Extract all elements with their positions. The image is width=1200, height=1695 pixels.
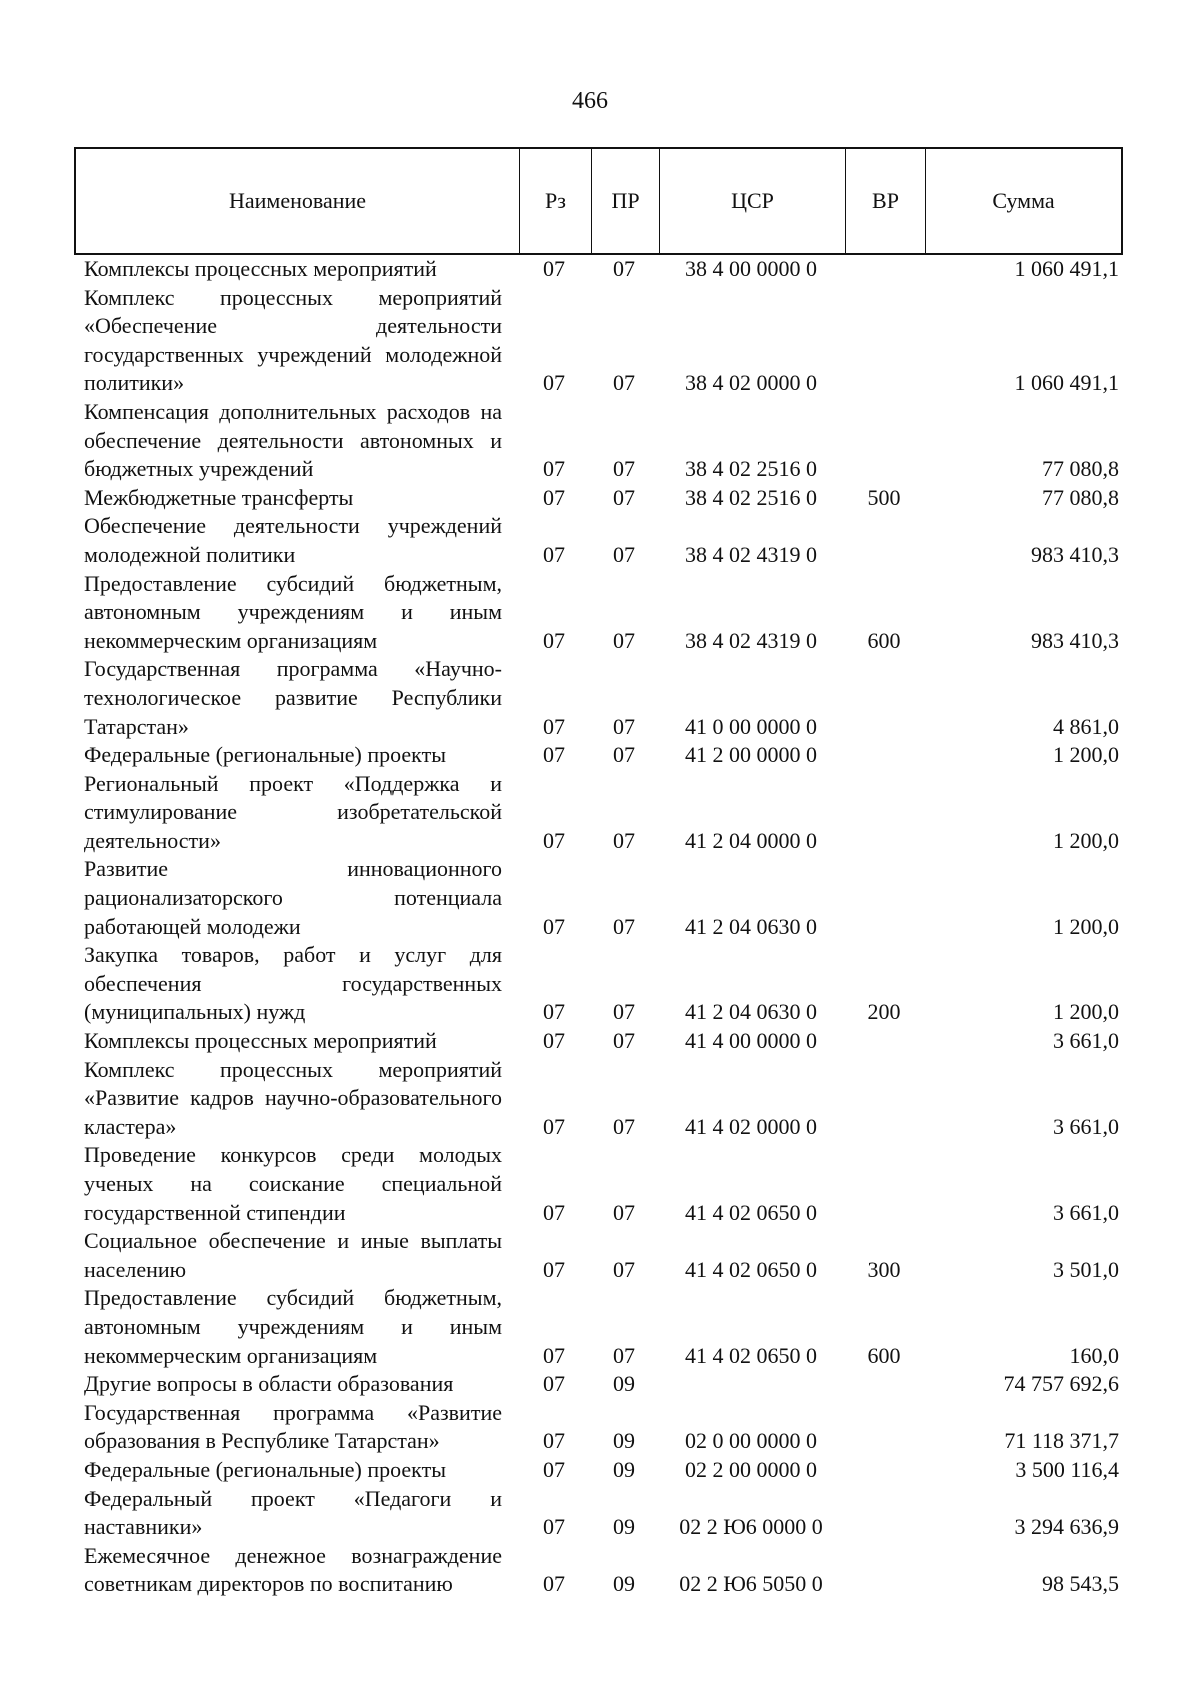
cell-csr: 02 2 Ю6 0000 0 xyxy=(679,1514,823,1540)
table-row xyxy=(74,855,1123,941)
cell-name: Проведение конкурсов среди молодых ученых на соискание специальной государственной стипендии xyxy=(84,1142,502,1225)
cell-name: Комплексы процессных мероприятий xyxy=(84,1028,437,1054)
cell-pr: 07 xyxy=(613,1028,635,1054)
cell-rz: 07 xyxy=(543,1028,565,1054)
table-row xyxy=(74,1542,1123,1599)
cell-sum: 1 200,0 xyxy=(1053,999,1119,1025)
cell-csr: 41 2 04 0000 0 xyxy=(685,827,817,853)
cell-rz: 07 xyxy=(543,1428,565,1454)
cell-name: Комплексы процессных мероприятий xyxy=(84,256,437,281)
cell-sum: 1 060 491,1 xyxy=(1014,256,1119,281)
header-pr: ПР xyxy=(592,149,660,253)
cell-sum: 1 200,0 xyxy=(1053,742,1119,768)
table-header xyxy=(74,147,1123,255)
cell-rz: 07 xyxy=(543,1371,565,1397)
cell-sum: 1 200,0 xyxy=(1053,827,1119,853)
header-name: Наименование xyxy=(76,149,520,253)
header-csr: ЦСР xyxy=(660,149,846,253)
cell-sum: 77 080,8 xyxy=(1042,456,1119,482)
cell-csr: 02 2 Ю6 5050 0 xyxy=(679,1571,823,1597)
cell-rz: 07 xyxy=(543,1199,565,1225)
cell-pr: 07 xyxy=(613,1256,635,1282)
cell-sum: 3 661,0 xyxy=(1053,1028,1119,1054)
cell-csr: 38 4 02 2516 0 xyxy=(685,456,817,482)
cell-name: Предоставление субсидий бюджетным, автономным учреждениям и иным некоммерческим организациям xyxy=(84,1285,502,1368)
cell-rz: 07 xyxy=(543,484,565,510)
cell-sum: 3 661,0 xyxy=(1053,1199,1119,1225)
cell-csr: 38 4 00 0000 0 xyxy=(685,256,817,281)
cell-name: Закупка товаров, работ и услуг для обеспечения государственных (муниципальных) нужд xyxy=(84,942,502,1025)
table-body xyxy=(74,255,1123,1599)
cell-vr: 600 xyxy=(867,627,901,653)
cell-name: Ежемесячное денежное вознаграждение советникам директоров по воспитанию xyxy=(84,1542,502,1597)
cell-name: Другие вопросы в области образования xyxy=(84,1371,454,1397)
cell-pr: 07 xyxy=(613,742,635,768)
cell-name: Межбюджетные трансферты xyxy=(84,484,354,510)
cell-rz: 07 xyxy=(543,742,565,768)
cell-name: Развитие инновационного рационализаторского потенциала работающей молодежи xyxy=(84,856,502,939)
table-row xyxy=(74,1227,1123,1284)
cell-name: Государственная программа «Научно-технологическое развитие Республики Татарстан» xyxy=(84,656,502,739)
cell-rz: 07 xyxy=(543,627,565,653)
table-row xyxy=(74,570,1123,656)
cell-pr: 07 xyxy=(613,913,635,939)
cell-pr: 09 xyxy=(613,1571,635,1597)
cell-pr: 07 xyxy=(613,456,635,482)
cell-csr: 41 4 02 0650 0 xyxy=(685,1342,817,1368)
cell-rz: 07 xyxy=(543,541,565,567)
table-row xyxy=(74,1284,1123,1370)
cell-pr: 09 xyxy=(613,1456,635,1482)
cell-pr: 09 xyxy=(613,1371,635,1397)
cell-name: Социальное обеспечение и иные выплаты населению xyxy=(84,1228,502,1282)
cell-sum: 74 757 692,6 xyxy=(1003,1371,1119,1397)
cell-vr: 500 xyxy=(867,484,901,510)
cell-name: Государственная программа «Развитие образования в Республике Татарстан» xyxy=(84,1399,502,1454)
table-row xyxy=(74,512,1123,569)
table-row xyxy=(74,1056,1123,1142)
cell-name: Компенсация дополнительных расходов на обеспечение деятельности автономных и бюджетных учреждений xyxy=(84,398,502,482)
table-row xyxy=(74,941,1123,1027)
cell-rz: 07 xyxy=(543,1342,565,1368)
cell-csr: 02 0 00 0000 0 xyxy=(685,1428,817,1454)
cell-sum: 1 200,0 xyxy=(1053,913,1119,939)
cell-csr: 41 2 04 0630 0 xyxy=(685,913,817,939)
cell-rz: 07 xyxy=(543,456,565,482)
cell-csr: 38 4 02 2516 0 xyxy=(685,484,817,510)
cell-sum: 983 410,3 xyxy=(1031,627,1119,653)
cell-name: Федеральный проект «Педагоги и наставники» xyxy=(84,1485,502,1540)
table-row xyxy=(74,655,1123,741)
table-row xyxy=(74,1456,1123,1485)
cell-rz: 07 xyxy=(543,256,565,281)
table-row xyxy=(74,1370,1123,1399)
cell-name: Комплекс процессных мероприятий «Обеспечение деятельности государственных учреждений молодежной политики» xyxy=(84,284,502,396)
cell-rz: 07 xyxy=(543,1514,565,1540)
cell-name: Федеральные (региональные) проекты xyxy=(84,742,446,768)
cell-pr: 07 xyxy=(613,256,635,281)
cell-sum: 3 294 636,9 xyxy=(1014,1514,1119,1540)
cell-sum: 983 410,3 xyxy=(1031,541,1119,567)
cell-rz: 07 xyxy=(543,913,565,939)
cell-sum: 77 080,8 xyxy=(1042,484,1119,510)
cell-csr: 41 4 02 0000 0 xyxy=(685,1113,817,1139)
cell-sum: 1 060 491,1 xyxy=(1014,370,1119,396)
cell-rz: 07 xyxy=(543,1456,565,1482)
table-row xyxy=(74,398,1123,484)
cell-rz: 07 xyxy=(543,1571,565,1597)
cell-sum: 3 500 116,4 xyxy=(1015,1456,1119,1482)
cell-csr: 38 4 02 4319 0 xyxy=(685,627,817,653)
cell-pr: 07 xyxy=(613,627,635,653)
cell-pr: 09 xyxy=(613,1514,635,1540)
page-number: 466 xyxy=(572,88,608,114)
table-row xyxy=(74,484,1123,513)
cell-rz: 07 xyxy=(543,713,565,739)
table-row xyxy=(74,770,1123,856)
cell-csr: 02 2 00 0000 0 xyxy=(685,1456,817,1482)
cell-csr: 38 4 02 0000 0 xyxy=(685,370,817,396)
table-row xyxy=(74,1141,1123,1227)
cell-csr: 41 0 00 0000 0 xyxy=(685,713,817,739)
table-row xyxy=(74,741,1123,770)
cell-vr: 300 xyxy=(867,1256,901,1282)
cell-pr: 09 xyxy=(613,1428,635,1454)
cell-sum: 4 861,0 xyxy=(1053,713,1119,739)
cell-rz: 07 xyxy=(543,827,565,853)
cell-name: Обеспечение деятельности учреждений молодежной политики xyxy=(84,513,502,567)
cell-csr: 41 4 02 0650 0 xyxy=(685,1256,817,1282)
cell-pr: 07 xyxy=(613,484,635,510)
cell-sum: 3 661,0 xyxy=(1053,1113,1119,1139)
cell-name: Предоставление субсидий бюджетным, автономным учреждениям и иным некоммерческим организациям xyxy=(84,570,502,653)
table-row xyxy=(74,255,1123,284)
cell-csr: 41 2 00 0000 0 xyxy=(685,742,817,768)
cell-vr: 600 xyxy=(867,1342,901,1368)
cell-name: Федеральные (региональные) проекты xyxy=(84,1456,446,1482)
cell-sum: 3 501,0 xyxy=(1053,1256,1119,1282)
table-row xyxy=(74,1399,1123,1456)
cell-pr: 07 xyxy=(613,1113,635,1139)
cell-pr: 07 xyxy=(613,1199,635,1225)
cell-csr: 41 2 04 0630 0 xyxy=(685,999,817,1025)
cell-rz: 07 xyxy=(543,999,565,1025)
cell-pr: 07 xyxy=(613,541,635,567)
cell-vr: 200 xyxy=(867,999,901,1025)
cell-pr: 07 xyxy=(613,999,635,1025)
header-rz: Рз xyxy=(520,149,592,253)
cell-csr: 38 4 02 4319 0 xyxy=(685,541,817,567)
table-row xyxy=(74,1027,1123,1056)
cell-csr: 41 4 02 0650 0 xyxy=(685,1199,817,1225)
header-vr: ВР xyxy=(846,149,926,253)
cell-name: Региональный проект «Поддержка и стимулирование изобретательской деятельности» xyxy=(84,770,502,853)
header-sum: Сумма xyxy=(992,188,1055,213)
table-row xyxy=(74,1485,1123,1542)
cell-sum: 71 118 371,7 xyxy=(1004,1428,1119,1454)
cell-name: Комплекс процессных мероприятий «Развитие кадров научно-образовательного кластера» xyxy=(84,1056,502,1139)
cell-pr: 07 xyxy=(613,1342,635,1368)
cell-pr: 07 xyxy=(613,827,635,853)
cell-csr: 41 4 00 0000 0 xyxy=(685,1028,817,1054)
cell-sum: 160,0 xyxy=(1069,1342,1119,1368)
cell-rz: 07 xyxy=(543,1113,565,1139)
cell-rz: 07 xyxy=(543,1256,565,1282)
cell-sum: 98 543,5 xyxy=(1042,1571,1119,1597)
cell-pr: 07 xyxy=(613,713,635,739)
cell-pr: 07 xyxy=(613,370,635,396)
cell-rz: 07 xyxy=(543,370,565,396)
table-row xyxy=(74,284,1123,398)
